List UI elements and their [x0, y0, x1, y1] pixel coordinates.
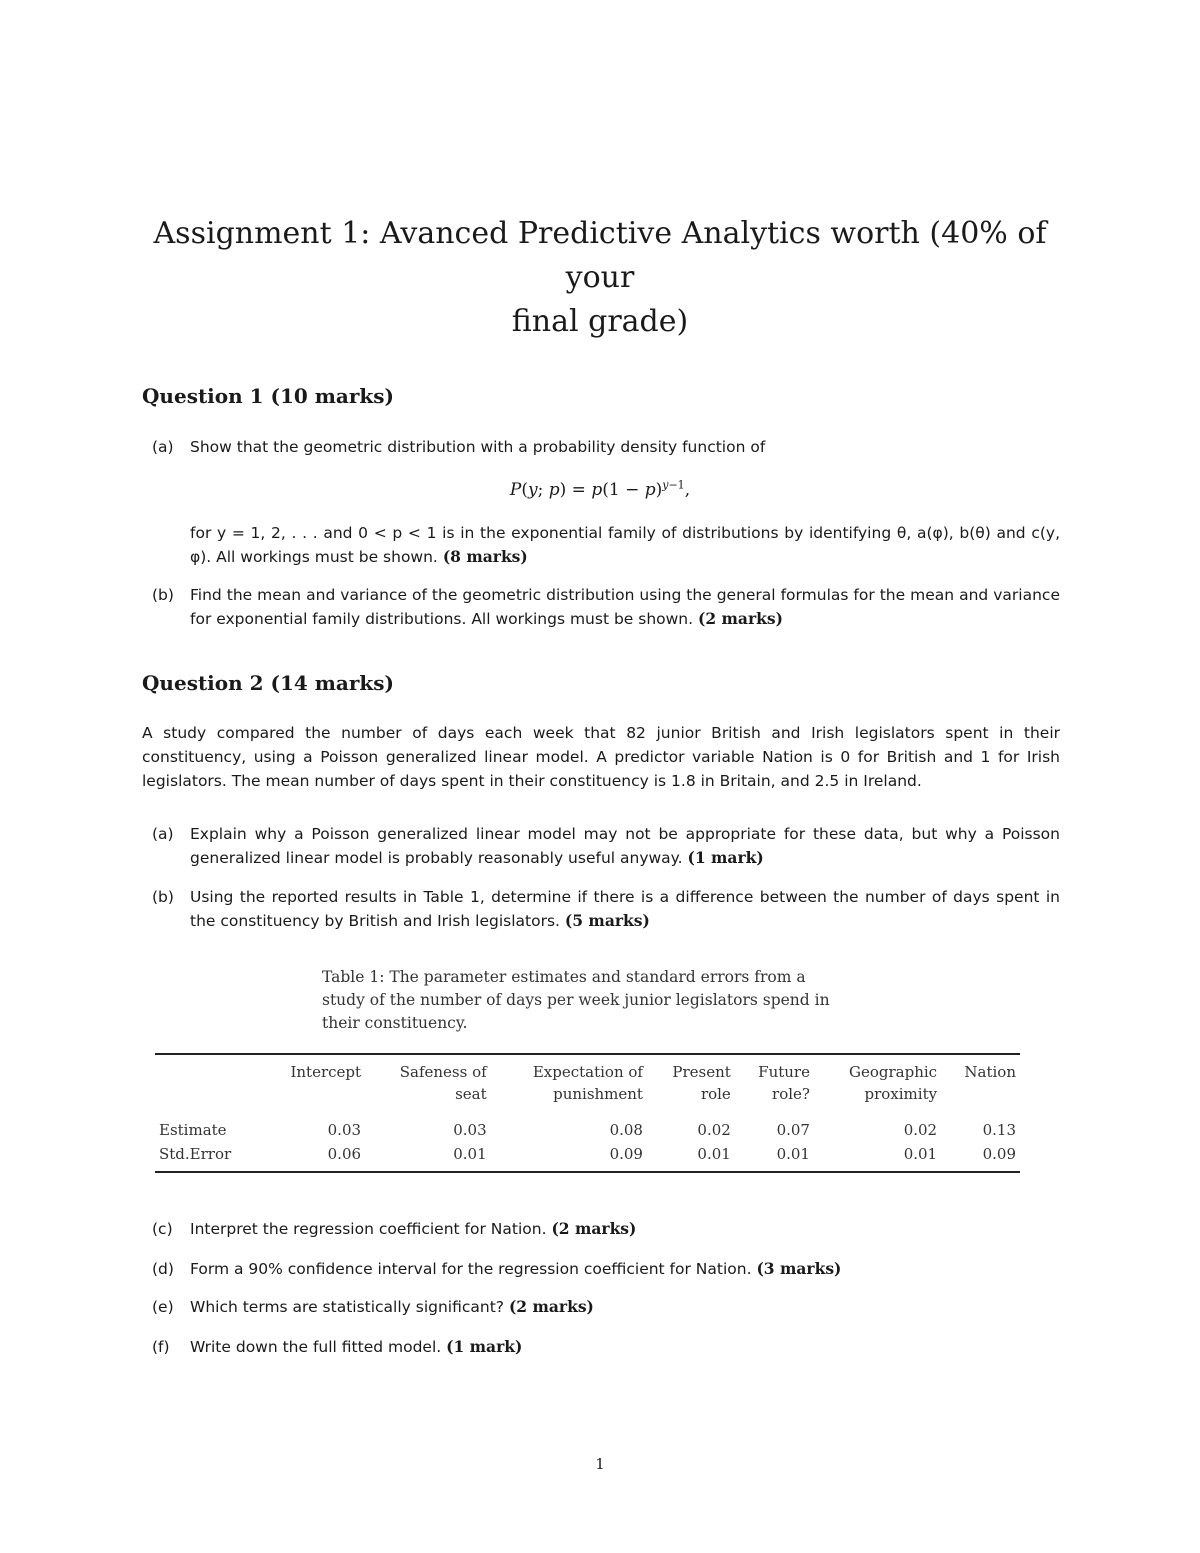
item-label: (a)	[152, 825, 174, 843]
question-1a-body	[190, 521, 1060, 569]
table-row	[155, 1109, 1020, 1142]
assignment-title	[140, 212, 1060, 344]
table-header-row	[155, 1054, 1020, 1109]
question-2a	[152, 822, 1060, 870]
question-2d-text: Form a 90% confidence interval for the regression coefficient for Nation.	[190, 1260, 752, 1278]
table-header-cell: Future role?	[758, 1063, 810, 1103]
table-cell: 0.01	[776, 1145, 810, 1163]
table-cell: 0.03	[327, 1121, 362, 1139]
question-2c	[152, 1217, 1060, 1241]
item-label: (b)	[152, 586, 174, 604]
item-label: (b)	[152, 888, 174, 906]
question-2a-marks: (1 mark)	[687, 848, 764, 867]
parameter-table	[155, 1053, 1020, 1173]
item-label: (f)	[152, 1338, 170, 1356]
item-label: (a)	[152, 438, 174, 456]
question-1a	[152, 435, 1060, 459]
item-label: (d)	[152, 1260, 174, 1278]
question-2-heading: Question 2 (14 marks)	[142, 671, 395, 695]
question-2a-body	[190, 822, 1060, 870]
table-cell: 0.02	[697, 1121, 731, 1139]
question-2d-body	[190, 1257, 1060, 1281]
question-2e-body	[190, 1295, 1060, 1319]
table-header-cell: Safeness of seat	[399, 1063, 487, 1103]
table-header-cell: Nation	[964, 1063, 1016, 1081]
question-2e-text: Which terms are statistically significant?	[190, 1298, 505, 1316]
question-2b-body	[190, 885, 1060, 933]
row-label: Std.Error	[159, 1145, 232, 1163]
question-1a-text: for y = 1, 2, . . . and 0 < p < 1 is in the exponential family of distributions by identifying θ, a(φ), b(θ) and c(y, φ). All workings must be shown.	[190, 524, 1060, 566]
table-header-cell: Present role	[672, 1063, 731, 1103]
question-2b-marks: (5 marks)	[564, 911, 650, 930]
pdf-equation	[0, 478, 1200, 500]
table-row	[155, 1142, 1020, 1172]
table-header-cell: Intercept	[290, 1063, 362, 1081]
item-label: (c)	[152, 1220, 173, 1238]
question-2b	[152, 885, 1060, 933]
table-cell: 0.07	[776, 1121, 810, 1139]
table-caption: Table 1: The parameter estimates and standard errors from a study of the number of days per week junior legislators spend in their constituency.	[322, 968, 830, 1032]
table-cell: 0.03	[453, 1121, 487, 1139]
table-cell: 0.13	[982, 1121, 1016, 1139]
question-1b-marks: (2 marks)	[698, 609, 783, 628]
question-2f-body	[190, 1335, 1060, 1359]
question-2c-marks: (2 marks)	[551, 1219, 637, 1238]
table-header-corner	[155, 1054, 261, 1109]
title-line-2: final grade)	[511, 304, 689, 339]
question-1-heading: Question 1 (10 marks)	[142, 384, 395, 408]
question-1a-continued	[152, 521, 1060, 569]
question-2c-text: Interpret the regression coefficient for Nation.	[190, 1220, 547, 1238]
question-2d	[152, 1257, 1060, 1281]
page-number: 1	[595, 1455, 605, 1473]
question-1b	[152, 583, 1060, 631]
table-cell: 0.02	[903, 1121, 938, 1139]
question-1b-text: Find the mean and variance of the geometric distribution using the general formulas for the mean and variance for exponential family distributions. All workings must be shown.	[190, 586, 1060, 628]
question-2d-marks: (3 marks)	[756, 1259, 842, 1278]
pdf-equation-rendered: P(y; $p) = p(1 - p)^{y-1}$,	[509, 478, 691, 500]
question-1b-body	[190, 583, 1060, 631]
table-cell: 0.09	[609, 1145, 643, 1163]
question-2-intro: A study compared the number of days each week that 82 junior British and Irish legislators spent in their constituency, using a Poisson generalized linear model. A predictor variable Nation is 0 for British and 1 for Irish legislators. The mean number of days spent in their constituency is 1.8 in Britain, and 2.5 in Ireland.	[142, 724, 1060, 790]
question-1a-intro: Show that the geometric distribution with a probability density function of	[190, 438, 766, 456]
question-1a-marks: (8 marks)	[442, 547, 528, 566]
question-2f	[152, 1335, 1060, 1359]
table-cell: 0.01	[697, 1145, 731, 1163]
question-2e	[152, 1295, 1060, 1319]
table-cell: 0.06	[327, 1145, 362, 1163]
question-2b-text: Using the reported results in Table 1, determine if there is a difference between the number of days spent in the constituency by British and Irish legislators.	[190, 888, 1060, 930]
table-header-cell: Expectation of punishment	[532, 1063, 643, 1103]
table-cell: 0.09	[982, 1145, 1016, 1163]
table-cell: 0.01	[903, 1145, 938, 1163]
table-cell: 0.01	[453, 1145, 487, 1163]
question-2a-text: Explain why a Poisson generalized linear model may not be appropriate for these data, but why a Poisson generalized linear model is probably reasonably useful anyway.	[190, 825, 1060, 867]
row-label: Estimate	[159, 1121, 227, 1139]
table-header-cell: Geographic proximity	[849, 1063, 938, 1103]
table-cell: 0.08	[609, 1121, 643, 1139]
question-2f-marks: (1 mark)	[446, 1337, 523, 1356]
title-line-1: Assignment 1: Avanced Predictive Analytics worth (40% of your	[153, 216, 1047, 295]
question-2f-text: Write down the full fitted model.	[190, 1338, 442, 1356]
item-label: (e)	[152, 1298, 174, 1316]
parameter-table-grid	[155, 1053, 1020, 1173]
question-2e-marks: (2 marks)	[508, 1297, 594, 1316]
question-2c-body	[190, 1217, 1060, 1241]
